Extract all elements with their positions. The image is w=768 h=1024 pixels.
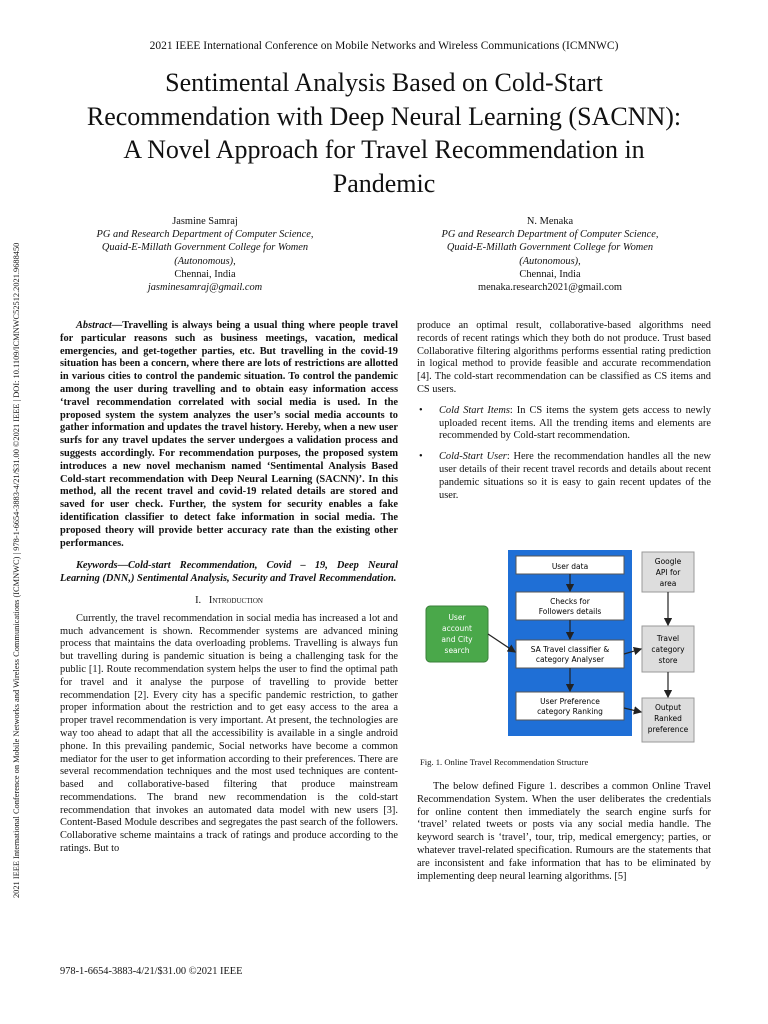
author-block-1 bbox=[70, 215, 340, 294]
acct-label-4: search bbox=[444, 646, 470, 655]
intro-paragraph: Currently, the travel recommendation in social media has increased a lot and much advancement is shown. Recommender systems are advanced mining process that maintains the data overloading problems. Travelling is always fun but travelling during is pandemic situation is being a challenging task for the public [1]. Route recommendation system helps the user to find the optimal path for travel and it analyse the purpose of travelling to provide better recommendation [2]. Every city has a specific pandemic restriction, to gather proper information about the restriction and to get easy access to the area a proper travel recommendation is very important. At present, the technologies are way too ahead to adapt that all the accessibility is available in a single android phone. In this prevailing pandemic, Social networks have become a common mediator for the user to get information according to their preferences. There are several recommendation techniques and the most used techniques are content-based and collaborative-based filtering that produce mainstream recommendations. The brand new recommendation is the cold-start recommendation that invokes an automated data model with new users [3]. Content-Based Module describes and segregates the past search of the followers. Collaborative scheme maintains a track of ratings and produce according to the ratings. But to bbox=[60, 612, 398, 855]
author-name: Jasmine Samraj bbox=[172, 216, 238, 227]
abstract-text: —Travelling is always being a usual thing where people travel for particular reasons such as business meetings, vacation, medical emergencies, and get-together parties, etc. But travelling in the covid-19 situation has been a concern, where there are lots of restrictions are allotted in various cities to control the pandemic situation. To control the pandemic among the user during travelling and to obtain easy information access ‘travel recommendation correlated with social media is used. In the proposed system the system analyzes the user’s social media accounts to gather information and updates the travel history. Hereby, when a new user surfs for any travel updates the server undergoes a validation process and suggests accordingly. For recommendation purposes, the proposed system introduces a new novel mechanism named ‘Sentimental Analysis Based Cold-start recommendation with Deep Neural Learning (SACNN)’. In this method, all the recent travel and covid-19 related details are stored and saved for user check. Further, the system for security enables a fake identification classifier to detect fake information in social media. The proposed theory will provide better accuracy rate than the existing other performances. bbox=[60, 320, 398, 549]
author-affiliation: Quaid-E-Millath Government College for Women bbox=[446, 242, 654, 254]
store-label-1: Travel bbox=[656, 634, 680, 643]
acct-label-2: account bbox=[442, 624, 472, 633]
pref-label-2: category Ranking bbox=[537, 707, 603, 716]
out-label-1: Output bbox=[654, 703, 682, 712]
bullet-cold-start-items bbox=[417, 405, 711, 443]
author-block-2 bbox=[415, 215, 685, 294]
pref-label-1: User Preference bbox=[540, 697, 600, 706]
sa-label-1: SA Travel classifier & bbox=[530, 645, 610, 654]
author-name: N. Menaka bbox=[526, 216, 574, 227]
out-label-2: Ranked bbox=[654, 714, 682, 723]
right-column-lower bbox=[417, 781, 711, 883]
acct-label-3: and City bbox=[441, 635, 473, 644]
doi-sidebar-text: 2021 IEEE International Conference on Mobile Networks and Wireless Communications (ICMNWC) | 978-1-6654-3883-4/21/$31.00 ©2021 IEEE | DOI: 10.1109/ICMNWC52512.2021.9688450 bbox=[12, 242, 21, 898]
google-label-2: API for bbox=[655, 568, 681, 577]
right-column bbox=[417, 320, 711, 502]
bullet-dot-icon: • bbox=[419, 404, 423, 416]
section-heading-introduction bbox=[60, 595, 398, 608]
bullet-term: Cold Start Items bbox=[439, 404, 510, 416]
left-column bbox=[60, 320, 398, 856]
right-paragraph-2: The below defined Figure 1. describes a common Online Travel Recommendation System. When the user deliberates the credentials for online content then immediately the search engine surfs for ‘travel’ related tweets or posts via any social media handle. The keyword search is ‘travel’, tour, trip, medical emergency; parties, or whatever travel-related specification. Rumours are the statements that are inconsistent and fake information that has to be eliminated by implementing deep neural learning algorithms. [5] bbox=[417, 781, 711, 882]
doi-sidebar bbox=[8, 128, 28, 898]
acct-label-1: User bbox=[448, 613, 466, 622]
section-number: I. bbox=[195, 594, 202, 606]
copyright-footer: 978-1-6654-3883-4/21/$31.00 ©2021 IEEE bbox=[60, 966, 243, 977]
google-label-1: Google bbox=[654, 557, 682, 566]
author-affiliation: PG and Research Department of Computer Science, bbox=[441, 229, 659, 241]
bullet-cold-start-user bbox=[417, 451, 711, 502]
keywords: Keywords—Cold-start Recommendation, Covid – 19, Deep Neural Learning (DNN,) Sentimental Analysis, Security and Travel Recommendation. bbox=[60, 560, 398, 585]
figure-1-diagram bbox=[420, 548, 710, 748]
bullet-dot-icon: • bbox=[419, 451, 423, 463]
user-data-label: User data bbox=[551, 562, 589, 571]
abstract-label: Abstract bbox=[76, 320, 112, 331]
google-label-3: area bbox=[659, 579, 677, 588]
store-label-2: category bbox=[651, 645, 685, 654]
author-affiliation: (Autonomous), bbox=[174, 255, 236, 267]
author-city: Chennai, India bbox=[174, 268, 236, 280]
author-city: Chennai, India bbox=[519, 268, 581, 280]
bullet-text: : In CS items the system gets access to newly uploaded recent items. All the trending items and elements are recommended by Cold-start recommendation. bbox=[439, 404, 711, 442]
author-email: menaka.research2021@gmail.com bbox=[477, 282, 622, 294]
out-label-3: preference bbox=[647, 725, 689, 734]
checks-label-2: Followers details bbox=[538, 607, 602, 616]
author-email: jasminesamraj@gmail.com bbox=[147, 282, 263, 294]
figure-caption: Fig. 1. Online Travel Recommendation Structure bbox=[420, 757, 589, 767]
checks-label-1: Checks for bbox=[550, 597, 590, 606]
paper-title: Sentimental Analysis Based on Cold-Start Recommendation with Deep Neural Learning (SACNN): A Novel Approach for Travel Recommendation in Pandemic bbox=[86, 68, 682, 198]
right-paragraph-1: produce an optimal result, collaborative-based algorithms need records of recent ratings which they both do not produce. Trust based Collaborative filtering algorithms performs essential rating prediction in logical method to provide feasible and accurate recommendation [4]. The cold-start recommendation can be classified as CS items and CS users. bbox=[417, 320, 711, 395]
bullet-text: : Here the recommendation handles all the new user details of their recent travel records and details about recent pandemic situations so it is easy to gain recent updates of the user. bbox=[439, 451, 711, 501]
author-affiliation: (Autonomous), bbox=[519, 255, 581, 267]
author-affiliation: Quaid-E-Millath Government College for Women bbox=[101, 242, 309, 254]
store-label-3: store bbox=[658, 656, 678, 665]
conference-header: 2021 IEEE International Conference on Mobile Networks and Wireless Communications (ICMNWC) bbox=[149, 40, 619, 52]
abstract bbox=[60, 320, 398, 550]
bullet-term: Cold-Start User bbox=[439, 451, 507, 463]
sa-label-2: category Analyser bbox=[535, 655, 605, 664]
author-affiliation: PG and Research Department of Computer Science, bbox=[96, 229, 314, 241]
section-title: Introduction bbox=[208, 594, 263, 606]
